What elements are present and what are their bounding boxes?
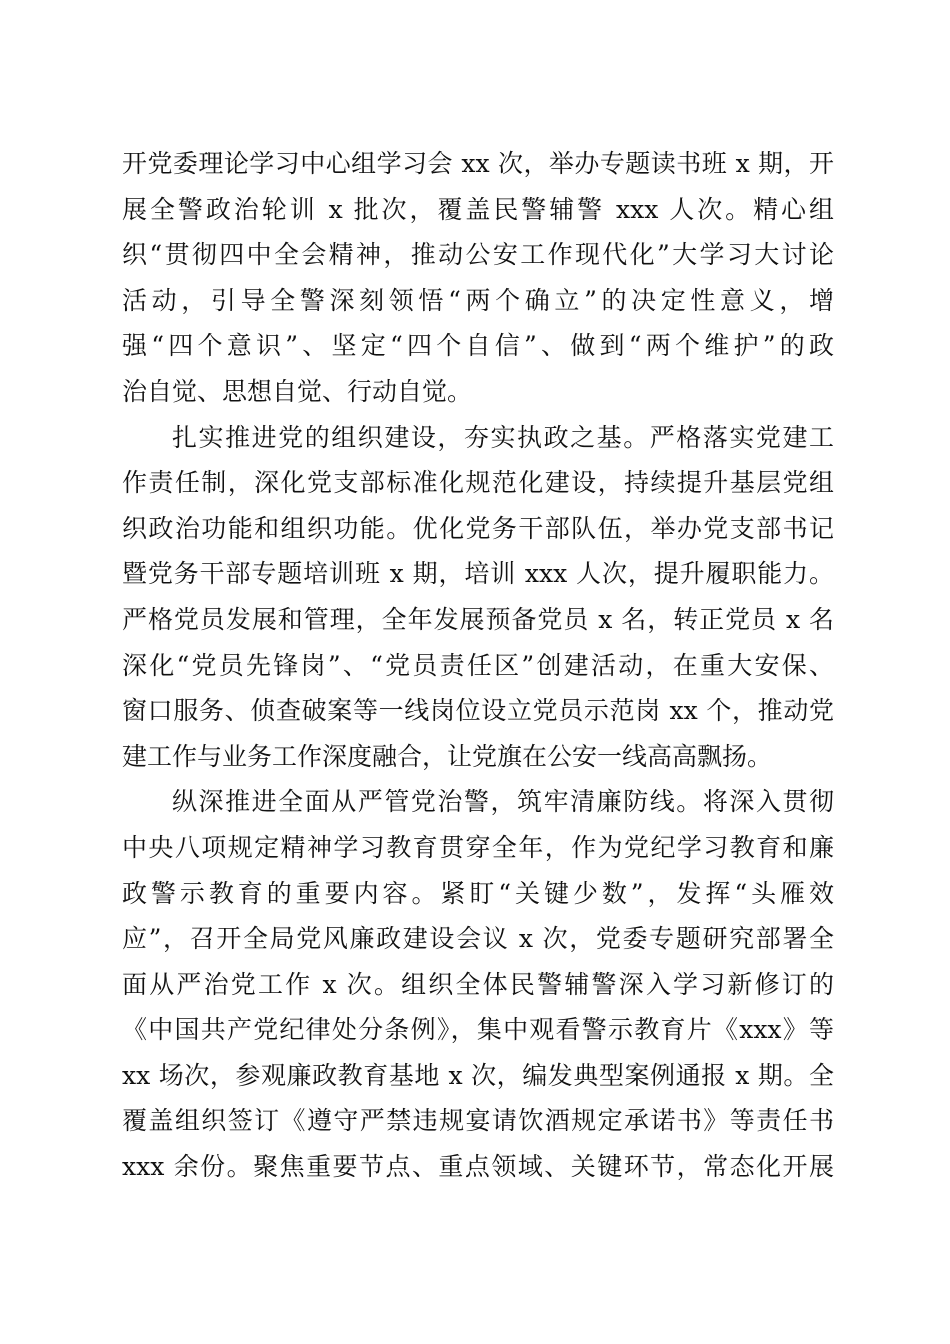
text-line: 严格党员发展和管理，全年发展预备党员 x 名，转正党员 x 名	[122, 604, 834, 634]
text-line: xxx 余份。聚焦重要节点、重点领域、关键环节，常态化开展	[122, 1152, 834, 1182]
text-line: 纵深推进全面从严管党治警，筑牢清廉防线。将深入贯彻	[172, 787, 834, 817]
paragraph-organization-building	[122, 415, 834, 780]
paragraph-strict-governance	[122, 779, 834, 1189]
text-line: 活动，引导全警深刻领悟“两个确立”的决定性意义，增	[122, 285, 834, 315]
text-line: 覆盖组织签订《遵守严禁违规宴请饮酒规定承诺书》等责任书	[122, 1106, 834, 1136]
text-line: 中央八项规定精神学习教育贯穿全年，作为党纪学习教育和廉	[122, 832, 834, 862]
text-line: 面从严治党工作 x 次。组织全体民警辅警深入学习新修订的	[122, 969, 834, 999]
text-line: 建工作与业务工作深度融合，让党旗在公安一线高高飘扬。	[122, 741, 773, 771]
text-line: 展全警政治轮训 x 批次，覆盖民警辅警 xxx 人次。精心组	[122, 194, 834, 224]
body-text	[122, 141, 834, 1190]
text-line: xx 场次，参观廉政教育基地 x 次，编发典型案例通报 x 期。全	[122, 1060, 834, 1090]
text-line: 扎实推进党的组织建设，夯实执政之基。严格落实党建工	[172, 422, 834, 452]
text-line: 织政治功能和组织功能。优化党务干部队伍，举办党支部书记	[122, 513, 834, 543]
text-line: 开党委理论学习中心组学习会 xx 次，举办专题读书班 x 期，开	[122, 149, 834, 178]
text-line: 织“贯彻四中全会精神，推动公安工作现代化”大学习大讨论	[122, 240, 834, 270]
text-line: 深化“党员先锋岗”、“党员责任区”创建活动，在重大安保、	[122, 650, 834, 680]
text-line: 强“四个意识”、坚定“四个自信”、做到“两个维护”的政	[122, 331, 834, 361]
text-line: 应”，召开全局党风廉政建设会议 x 次，党委专题研究部署全	[122, 924, 834, 954]
paragraph-political-study	[122, 141, 834, 415]
text-line: 政警示教育的重要内容。紧盯“关键少数”，发挥“头雁效	[122, 878, 834, 908]
text-line: 窗口服务、侦查破案等一线岗位设立党员示范岗 xx 个，推动党	[122, 696, 834, 726]
text-line: 治自觉、思想自觉、行动自觉。	[122, 376, 473, 406]
text-line: 《中国共产党纪律处分条例》，集中观看警示教育片《xxx》等	[122, 1015, 834, 1045]
text-line: 暨党务干部专题培训班 x 期，培训 xxx 人次，提升履职能力。	[122, 559, 834, 589]
text-line: 作责任制，深化党支部标准化规范化建设，持续提升基层党组	[122, 468, 834, 498]
